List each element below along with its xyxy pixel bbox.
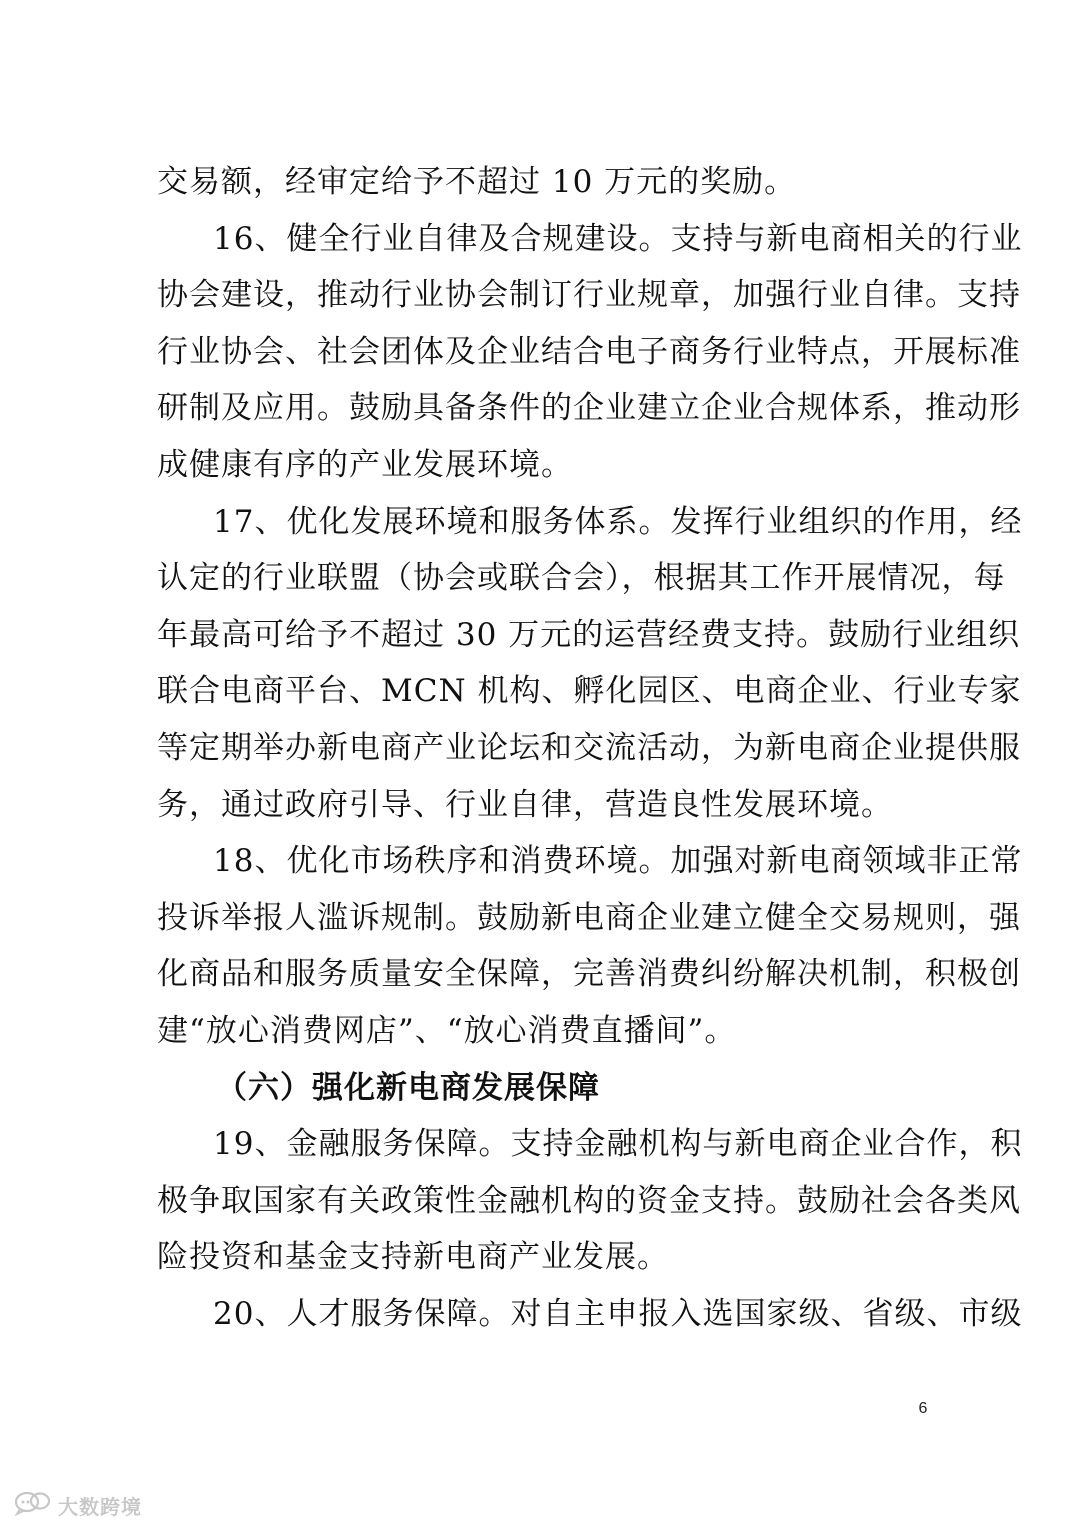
text-line: 极争取国家有关政策性金融机构的资金支持。鼓励社会各类风 (157, 1183, 1021, 1219)
text-line: 年最高可给予不超过 30 万元的运营经费支持。鼓励行业组织 (157, 617, 1021, 653)
text-line: 行业协会、社会团体及企业结合电子商务行业特点，开展标准 (157, 334, 1021, 370)
text-line: 16、健全行业自律及合规建设。支持与新电商相关的行业 (213, 221, 1023, 257)
text-line: 险投资和基金支持新电商产业发展。 (157, 1239, 669, 1275)
text-line: 17、优化发展环境和服务体系。发挥行业组织的作用，经 (213, 504, 1023, 540)
text-line: 务，通过政府引导、行业自律，营造良性发展环境。 (157, 787, 893, 823)
watermark (14, 1490, 142, 1520)
watermark-text: 大数跨境 (58, 1494, 142, 1519)
page-number: 6 (918, 1400, 928, 1417)
text-line: 交易额，经审定给予不超过 10 万元的奖励。 (157, 164, 797, 200)
text-line: 认定的行业联盟（协会或联合会），根据其工作开展情况，每 (157, 560, 1006, 596)
text-line: 研制及应用。鼓励具备条件的企业建立企业合规体系，推动形 (157, 390, 1021, 426)
text-line: 投诉举报人滥诉规制。鼓励新电商企业建立健全交易规则，强 (157, 900, 1021, 936)
text-line: 20、人才服务保障。对自主申报入选国家级、省级、市级 (213, 1296, 1023, 1332)
section-heading: （六）强化新电商发展保障 (216, 1070, 600, 1106)
text-line: 联合电商平台、MCN 机构、孵化园区、电商企业、行业专家 (157, 673, 1022, 709)
text-line: 建“放心消费网店”、“放心消费直播间”。 (157, 1013, 737, 1049)
text-line: 18、优化市场秩序和消费环境。加强对新电商领域非正常 (213, 843, 1023, 879)
text-line: 协会建设，推动行业协会制订行业规章，加强行业自律。支持 (157, 277, 1021, 313)
chat-bubbles-icon (14, 1490, 52, 1520)
text-line: 成健康有序的产业发展环境。 (157, 447, 573, 483)
text-line: 19、金融服务保障。支持金融机构与新电商企业合作，积 (213, 1126, 1023, 1162)
text-line: 等定期举办新电商产业论坛和交流活动，为新电商企业提供服 (157, 730, 1021, 766)
text-line: 化商品和服务质量安全保障，完善消费纠纷解决机制，积极创 (157, 956, 1021, 992)
